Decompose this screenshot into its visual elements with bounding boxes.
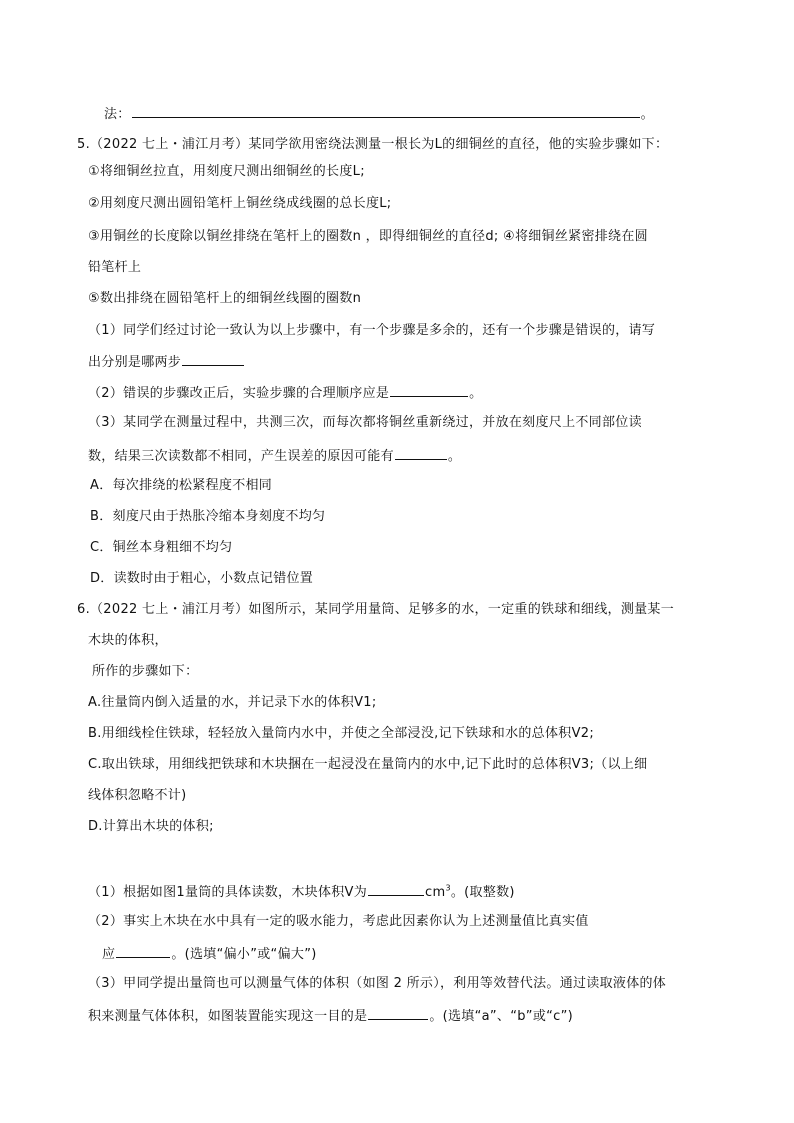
question-6-cont: 木块的体积， bbox=[88, 633, 168, 648]
option-d: D．读数时由于粗心，小数点记错位置 bbox=[90, 571, 314, 586]
sub-question-2-a: （2）事实上木块在水中具有一定的吸水能力，考虑此因素你认为上述测量值比真实值 bbox=[88, 914, 589, 929]
step-a: A.往量筒内倒入适量的水，并记录下水的体积V1; bbox=[88, 695, 377, 710]
text-note: 。(选填“偏小”或“偏大”) bbox=[171, 947, 317, 962]
part-2 bbox=[88, 383, 482, 403]
text-sub-1: （1）根据如图1量筒的具体读数，木块体积V为 bbox=[88, 885, 368, 900]
unit-cm: cm bbox=[425, 885, 446, 900]
answer-blank[interactable] bbox=[395, 446, 447, 460]
sub-question-3-a: （3）甲同学提出量筒也可以测量气体的体积（如图 2 所示），利用等效替代法。通过读取液体的体 bbox=[88, 976, 667, 991]
text-sub-2: 应 bbox=[102, 947, 116, 962]
text-sub-3: 积来测量气体体积，如图装置能实现这一目的是 bbox=[88, 1009, 368, 1024]
part-1-line-b bbox=[88, 352, 245, 372]
answer-blank[interactable] bbox=[368, 882, 424, 896]
steps-intro: 所作的步骤如下： bbox=[92, 664, 199, 679]
part-3-line-a: （3）某同学在测量过程中，共测三次，而每次都将铜丝重新绕过，并放在刻度尺上不同部位读 bbox=[88, 415, 642, 430]
sub-question-3-b bbox=[88, 1006, 573, 1026]
step-3: ③用铜丝的长度除以铜丝排绕在笔杆上的圈数n ，即得细铜丝的直径d; ④将细铜丝紧密排绕在圆 bbox=[88, 229, 648, 244]
step-c-line-a: C.取出铁球，用细线把铁球和木块捆在一起浸没在量筒内的水中,记下此时的总体积V3;（以上细 bbox=[88, 757, 648, 772]
method-line bbox=[104, 104, 654, 124]
step-b: B.用细线栓住铁球，轻轻放入量筒内水中，并使之全部浸没,记下铁球和水的总体积V2; bbox=[88, 726, 595, 741]
question-6-header: 6.（2022 七上・浦江月考）如图所示，某同学用量筒、足够多的水，一定重的铁球和细线，测量某一 bbox=[77, 602, 675, 617]
text-period: 。 bbox=[447, 449, 462, 464]
option-c: C．铜丝本身粗细不均匀 bbox=[90, 540, 233, 555]
step-4-cont: 铅笔杆上 bbox=[88, 260, 142, 275]
option-b: B．刻度尺由于热胀冷缩本身刻度不均匀 bbox=[90, 509, 326, 524]
question-5-header: 5.（2022 七上・浦江月考）某同学欲用密绕法测量一根长为L的细铜丝的直径，他的实验步骤如下： bbox=[77, 137, 669, 152]
answer-blank[interactable] bbox=[182, 352, 244, 366]
part-1-line-a: （1）同学们经过讨论一致认为以上步骤中，有一个步骤是多余的，还有一个步骤是错误的，请写 bbox=[88, 323, 656, 338]
answer-blank[interactable] bbox=[368, 1006, 428, 1020]
step-5: ⑤数出排绕在圆铅笔杆上的细铜丝线圈的圈数n bbox=[88, 291, 362, 306]
sub-question-2-b bbox=[102, 944, 317, 964]
text-part-1: 出分别是哪两步 bbox=[88, 355, 182, 370]
answer-blank[interactable] bbox=[132, 104, 640, 118]
text-period: 。 bbox=[469, 386, 483, 401]
step-c-line-b: 线体积忽略不计) bbox=[88, 788, 187, 803]
unit-sup: 3 bbox=[445, 883, 451, 893]
option-a: A．每次排绕的松紧程度不相同 bbox=[90, 478, 273, 493]
step-d: D.计算出木块的体积; bbox=[88, 819, 214, 834]
text-method-label: 法： bbox=[104, 107, 131, 122]
text-period: 。 bbox=[640, 107, 654, 122]
answer-blank[interactable] bbox=[116, 944, 170, 958]
answer-blank[interactable] bbox=[390, 383, 468, 397]
step-1: ①将细铜丝拉直，用刻度尺测出细铜丝的长度L; bbox=[88, 164, 365, 179]
text-part-2: （2）错误的步骤改正后，实验步骤的合理顺序应是 bbox=[88, 386, 390, 401]
text-note: 。(取整数) bbox=[450, 885, 515, 900]
step-2: ②用刻度尺测出圆铅笔杆上铜丝绕成线圈的总长度L; bbox=[88, 196, 392, 211]
text-note: 。(选填“a”、“b”或“c”) bbox=[429, 1009, 574, 1024]
part-3-line-b bbox=[88, 446, 461, 466]
text-part-3: 数，结果三次读数都不相同，产生误差的原因可能有 bbox=[88, 449, 394, 464]
sub-question-1 bbox=[88, 882, 515, 902]
